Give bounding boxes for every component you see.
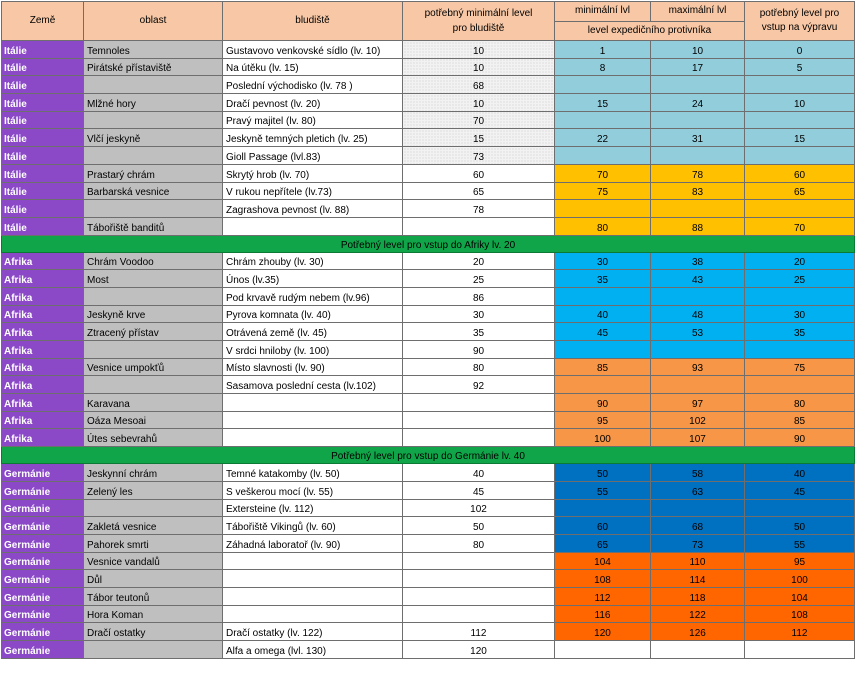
dungeon-cell [223, 411, 403, 429]
area-cell: Pirátské přístaviště [84, 58, 223, 76]
min-level-cell: 20 [403, 252, 555, 270]
min-level-cell: 90 [403, 341, 555, 359]
enemy-max-cell: 58 [651, 464, 745, 482]
enemy-min-cell: 8 [555, 58, 651, 76]
enemy-min-cell: 60 [555, 517, 651, 535]
entry-level-cell: 65 [745, 182, 855, 200]
area-cell: Útes sebevrahů [84, 429, 223, 447]
entry-level-cell [745, 147, 855, 165]
enemy-max-cell: 114 [651, 570, 745, 588]
enemy-min-cell: 116 [555, 605, 651, 623]
enemy-max-cell [651, 200, 745, 218]
country-cell: Germánie [2, 552, 84, 570]
dungeon-cell: Gioll Passage (lvl.83) [223, 147, 403, 165]
enemy-min-cell [555, 287, 651, 305]
dungeon-cell: Temné katakomby (lv. 50) [223, 464, 403, 482]
enemy-max-cell: 118 [651, 587, 745, 605]
min-level-cell [403, 552, 555, 570]
entry-level-cell: 104 [745, 587, 855, 605]
header-dungeon: bludiště [223, 2, 403, 41]
entry-level-cell: 50 [745, 517, 855, 535]
dungeon-cell: Pravý majitel (lv. 80) [223, 111, 403, 129]
area-cell [84, 287, 223, 305]
min-level-cell: 120 [403, 641, 555, 659]
enemy-max-cell: 93 [651, 358, 745, 376]
entry-level-cell: 45 [745, 481, 855, 499]
area-cell: Zakletá vesnice [84, 517, 223, 535]
separator-row [2, 235, 855, 252]
enemy-min-cell [555, 76, 651, 94]
country-cell: Afrika [2, 376, 84, 394]
table-row [2, 499, 855, 517]
separator-label: Potřebný level pro vstup do Germánie lv. 40 [2, 447, 855, 464]
entry-level-cell [745, 76, 855, 94]
country-cell: Germánie [2, 641, 84, 659]
table-row [2, 111, 855, 129]
country-cell: Germánie [2, 534, 84, 552]
enemy-max-cell [651, 341, 745, 359]
min-level-cell: 73 [403, 147, 555, 165]
enemy-min-cell: 45 [555, 323, 651, 341]
enemy-max-cell: 107 [651, 429, 745, 447]
entry-level-cell: 85 [745, 411, 855, 429]
min-level-cell: 112 [403, 623, 555, 641]
header-min-lvl: minimální lvl [555, 2, 651, 22]
min-level-cell: 60 [403, 164, 555, 182]
area-cell [84, 200, 223, 218]
entry-level-cell: 75 [745, 358, 855, 376]
min-level-cell [403, 429, 555, 447]
dungeon-cell: S veškerou mocí (lv. 55) [223, 481, 403, 499]
entry-level-cell: 5 [745, 58, 855, 76]
enemy-max-cell: 43 [651, 270, 745, 288]
min-level-cell: 78 [403, 200, 555, 218]
min-level-cell: 25 [403, 270, 555, 288]
area-cell: Důl [84, 570, 223, 588]
entry-level-cell [745, 341, 855, 359]
area-cell: Tábor teutonů [84, 587, 223, 605]
enemy-min-cell: 112 [555, 587, 651, 605]
min-level-cell: 35 [403, 323, 555, 341]
table-row [2, 129, 855, 147]
enemy-min-cell [555, 147, 651, 165]
table-row [2, 76, 855, 94]
entry-level-cell: 35 [745, 323, 855, 341]
country-cell: Afrika [2, 411, 84, 429]
table-row [2, 481, 855, 499]
entry-level-cell: 70 [745, 217, 855, 235]
min-level-cell: 80 [403, 534, 555, 552]
dungeon-cell: Sasamova poslední cesta (lv.102) [223, 376, 403, 394]
dungeon-cell: Únos (lv.35) [223, 270, 403, 288]
area-cell: Hora Koman [84, 605, 223, 623]
dungeon-cell: Poslední východisko (lv. 78 ) [223, 76, 403, 94]
dungeon-cell: Tábořiště Vikingů (lv. 60) [223, 517, 403, 535]
enemy-min-cell: 100 [555, 429, 651, 447]
entry-level-cell: 90 [745, 429, 855, 447]
dungeon-cell: Místo slavnosti (lv. 90) [223, 358, 403, 376]
entry-level-cell: 15 [745, 129, 855, 147]
enemy-min-cell: 30 [555, 252, 651, 270]
area-cell [84, 76, 223, 94]
area-cell: Vesnice vandalů [84, 552, 223, 570]
enemy-min-cell: 108 [555, 570, 651, 588]
dungeon-cell: Dračí ostatky (lv. 122) [223, 623, 403, 641]
dungeon-cell [223, 605, 403, 623]
header-entry-level: potřebný level pro vstup na výpravu [745, 2, 855, 41]
table-row [2, 217, 855, 235]
table-row [2, 94, 855, 112]
enemy-max-cell: 83 [651, 182, 745, 200]
enemy-max-cell: 38 [651, 252, 745, 270]
country-cell: Germánie [2, 587, 84, 605]
country-cell: Itálie [2, 200, 84, 218]
table-row [2, 358, 855, 376]
table-row [2, 429, 855, 447]
enemy-max-cell: 10 [651, 41, 745, 59]
table-row [2, 641, 855, 659]
dungeon-cell: V rukou nepřítele (lv.73) [223, 182, 403, 200]
enemy-min-cell [555, 376, 651, 394]
min-level-cell [403, 217, 555, 235]
enemy-max-cell: 31 [651, 129, 745, 147]
enemy-min-cell: 80 [555, 217, 651, 235]
dungeon-cell: Zagrashova pevnost (lv. 88) [223, 200, 403, 218]
separator-row [2, 447, 855, 464]
entry-level-cell [745, 111, 855, 129]
enemy-min-cell [555, 111, 651, 129]
country-cell: Afrika [2, 323, 84, 341]
area-cell: Ztracený přístav [84, 323, 223, 341]
header-area: oblast [84, 2, 223, 41]
table-row [2, 287, 855, 305]
min-level-cell: 65 [403, 182, 555, 200]
dungeon-cell: Extersteine (lv. 112) [223, 499, 403, 517]
dungeon-cell: Na útěku (lv. 15) [223, 58, 403, 76]
country-cell: Germánie [2, 570, 84, 588]
dungeon-cell: Jeskyně temných pletich (lv. 25) [223, 129, 403, 147]
enemy-min-cell: 120 [555, 623, 651, 641]
dungeon-cell: Pod krvavě rudým nebem (lv.96) [223, 287, 403, 305]
min-level-cell: 30 [403, 305, 555, 323]
enemy-max-cell: 88 [651, 217, 745, 235]
country-cell: Germánie [2, 464, 84, 482]
min-level-cell: 10 [403, 58, 555, 76]
dungeon-cell: Dračí pevnost (lv. 20) [223, 94, 403, 112]
min-level-cell [403, 411, 555, 429]
enemy-min-cell: 55 [555, 481, 651, 499]
dungeon-cell [223, 552, 403, 570]
country-cell: Afrika [2, 358, 84, 376]
enemy-min-cell: 1 [555, 41, 651, 59]
area-cell: Tábořiště banditů [84, 217, 223, 235]
area-cell [84, 499, 223, 517]
enemy-min-cell: 85 [555, 358, 651, 376]
country-cell: Afrika [2, 305, 84, 323]
header-country: Země [2, 2, 84, 41]
dungeon-cell: Záhadná laboratoř (lv. 90) [223, 534, 403, 552]
entry-level-cell [745, 499, 855, 517]
table-row [2, 623, 855, 641]
table-row [2, 376, 855, 394]
enemy-max-cell: 122 [651, 605, 745, 623]
enemy-min-cell: 65 [555, 534, 651, 552]
area-cell: Vesnice umpokťů [84, 358, 223, 376]
area-cell: Barbarská vesnice [84, 182, 223, 200]
table-row [2, 341, 855, 359]
enemy-min-cell: 95 [555, 411, 651, 429]
table-row [2, 200, 855, 218]
dungeon-cell: V srdci hniloby (lv. 100) [223, 341, 403, 359]
min-level-cell [403, 605, 555, 623]
country-cell: Germánie [2, 499, 84, 517]
enemy-min-cell: 50 [555, 464, 651, 482]
dungeon-cell: Gustavovo venkovské sídlo (lv. 10) [223, 41, 403, 59]
min-level-cell: 86 [403, 287, 555, 305]
table-row [2, 605, 855, 623]
area-cell [84, 641, 223, 659]
dungeon-cell [223, 429, 403, 447]
area-cell [84, 376, 223, 394]
area-cell: Temnoles [84, 41, 223, 59]
min-level-cell [403, 570, 555, 588]
min-level-cell [403, 587, 555, 605]
area-cell: Chrám Voodoo [84, 252, 223, 270]
entry-level-cell: 108 [745, 605, 855, 623]
header-enemy-level: level expedičního protivníka [555, 21, 745, 41]
table-row [2, 252, 855, 270]
enemy-min-cell: 75 [555, 182, 651, 200]
table-row [2, 147, 855, 165]
min-level-cell: 40 [403, 464, 555, 482]
area-cell: Zelený les [84, 481, 223, 499]
area-cell: Pahorek smrti [84, 534, 223, 552]
country-cell: Germánie [2, 623, 84, 641]
enemy-max-cell [651, 76, 745, 94]
area-cell [84, 111, 223, 129]
min-level-cell: 15 [403, 129, 555, 147]
enemy-min-cell [555, 499, 651, 517]
min-level-cell: 102 [403, 499, 555, 517]
enemy-max-cell: 48 [651, 305, 745, 323]
area-cell [84, 341, 223, 359]
table-row [2, 182, 855, 200]
dungeon-table [1, 1, 855, 659]
dungeon-cell: Pyrova komnata (lv. 40) [223, 305, 403, 323]
country-cell: Itálie [2, 76, 84, 94]
country-cell: Afrika [2, 394, 84, 412]
area-cell: Karavana [84, 394, 223, 412]
enemy-max-cell: 63 [651, 481, 745, 499]
enemy-max-cell: 126 [651, 623, 745, 641]
area-cell: Jeskynní chrám [84, 464, 223, 482]
entry-level-cell: 95 [745, 552, 855, 570]
dungeon-cell: Chrám zhouby (lv. 30) [223, 252, 403, 270]
area-cell: Jeskyně krve [84, 305, 223, 323]
enemy-max-cell [651, 641, 745, 659]
enemy-min-cell: 104 [555, 552, 651, 570]
min-level-cell: 70 [403, 111, 555, 129]
table-row [2, 394, 855, 412]
enemy-max-cell: 97 [651, 394, 745, 412]
area-cell: Mlžné hory [84, 94, 223, 112]
table-row [2, 305, 855, 323]
header-row [2, 2, 855, 22]
enemy-min-cell [555, 341, 651, 359]
table-row [2, 323, 855, 341]
country-cell: Itálie [2, 147, 84, 165]
enemy-min-cell: 35 [555, 270, 651, 288]
entry-level-cell [745, 287, 855, 305]
enemy-min-cell [555, 200, 651, 218]
area-cell [84, 147, 223, 165]
country-cell: Itálie [2, 129, 84, 147]
entry-level-cell: 30 [745, 305, 855, 323]
header-max-lvl: maximální lvl [651, 2, 745, 22]
dungeon-cell: Alfa a omega (lvl. 130) [223, 641, 403, 659]
min-level-cell: 10 [403, 94, 555, 112]
country-cell: Germánie [2, 517, 84, 535]
area-cell: Prastarý chrám [84, 164, 223, 182]
country-cell: Itálie [2, 111, 84, 129]
enemy-max-cell: 110 [651, 552, 745, 570]
table-row [2, 464, 855, 482]
enemy-max-cell [651, 499, 745, 517]
table-row [2, 587, 855, 605]
enemy-max-cell: 17 [651, 58, 745, 76]
enemy-max-cell: 24 [651, 94, 745, 112]
min-level-cell: 10 [403, 41, 555, 59]
entry-level-cell: 100 [745, 570, 855, 588]
enemy-min-cell: 90 [555, 394, 651, 412]
enemy-max-cell [651, 147, 745, 165]
dungeon-cell [223, 394, 403, 412]
table-row [2, 517, 855, 535]
header-min-level: potřebný minimální level pro bludiště [403, 2, 555, 41]
entry-level-cell [745, 376, 855, 394]
table-row [2, 534, 855, 552]
entry-level-cell: 40 [745, 464, 855, 482]
enemy-max-cell [651, 111, 745, 129]
table-row [2, 270, 855, 288]
country-cell: Afrika [2, 287, 84, 305]
min-level-cell: 45 [403, 481, 555, 499]
country-cell: Itálie [2, 94, 84, 112]
enemy-min-cell: 40 [555, 305, 651, 323]
dungeon-cell [223, 217, 403, 235]
area-cell: Dračí ostatky [84, 623, 223, 641]
min-level-cell: 68 [403, 76, 555, 94]
entry-level-cell: 60 [745, 164, 855, 182]
country-cell: Itálie [2, 217, 84, 235]
dungeon-cell: Otrávená země (lv. 45) [223, 323, 403, 341]
country-cell: Afrika [2, 270, 84, 288]
table-row [2, 58, 855, 76]
enemy-min-cell [555, 641, 651, 659]
entry-level-cell: 112 [745, 623, 855, 641]
entry-level-cell [745, 200, 855, 218]
enemy-max-cell [651, 287, 745, 305]
table-row [2, 41, 855, 59]
min-level-cell: 80 [403, 358, 555, 376]
enemy-max-cell: 53 [651, 323, 745, 341]
enemy-max-cell: 73 [651, 534, 745, 552]
separator-label: Potřebný level pro vstup do Afriky lv. 20 [2, 235, 855, 252]
table-row [2, 570, 855, 588]
table-row [2, 411, 855, 429]
country-cell: Afrika [2, 252, 84, 270]
enemy-min-cell: 70 [555, 164, 651, 182]
country-cell: Afrika [2, 341, 84, 359]
enemy-min-cell: 22 [555, 129, 651, 147]
enemy-max-cell: 78 [651, 164, 745, 182]
country-cell: Itálie [2, 41, 84, 59]
dungeon-cell [223, 587, 403, 605]
entry-level-cell [745, 641, 855, 659]
table-row [2, 164, 855, 182]
country-cell: Itálie [2, 182, 84, 200]
dungeon-cell [223, 570, 403, 588]
entry-level-cell: 20 [745, 252, 855, 270]
area-cell: Oáza Mesoai [84, 411, 223, 429]
country-cell: Germánie [2, 605, 84, 623]
entry-level-cell: 25 [745, 270, 855, 288]
entry-level-cell: 80 [745, 394, 855, 412]
entry-level-cell: 55 [745, 534, 855, 552]
entry-level-cell: 10 [745, 94, 855, 112]
enemy-max-cell: 102 [651, 411, 745, 429]
area-cell: Vlčí jeskyně [84, 129, 223, 147]
dungeon-cell: Skrytý hrob (lv. 70) [223, 164, 403, 182]
entry-level-cell: 0 [745, 41, 855, 59]
country-cell: Germánie [2, 481, 84, 499]
country-cell: Itálie [2, 58, 84, 76]
min-level-cell: 50 [403, 517, 555, 535]
min-level-cell [403, 394, 555, 412]
min-level-cell: 92 [403, 376, 555, 394]
enemy-max-cell [651, 376, 745, 394]
table-row [2, 552, 855, 570]
country-cell: Afrika [2, 429, 84, 447]
area-cell: Most [84, 270, 223, 288]
enemy-max-cell: 68 [651, 517, 745, 535]
enemy-min-cell: 15 [555, 94, 651, 112]
country-cell: Itálie [2, 164, 84, 182]
